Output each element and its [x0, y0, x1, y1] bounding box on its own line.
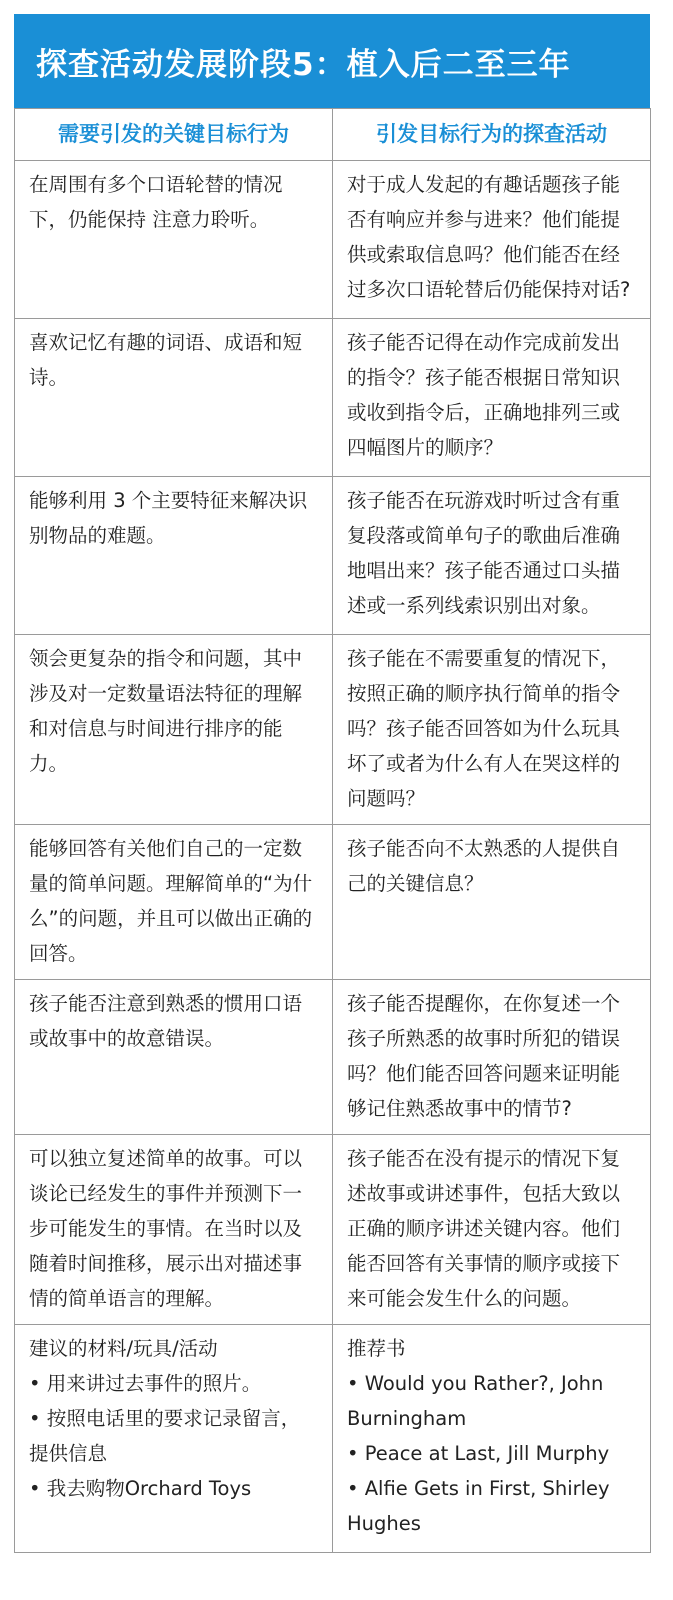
- books-heading: 推荐书: [347, 1337, 406, 1360]
- target-behavior-cell: 能够回答有关他们自己的一定数量的简单问题。理解简单的“为什么”的问题，并且可以做出正确的回答。: [15, 825, 333, 980]
- probe-activity-cell: 孩子能否在没有提示的情况下复述故事或讲述事件，包括大致以正确的顺序讲述关键内容。他们能否回答有关事情的顺序或接下来可能会发生什么的问题。: [333, 1135, 651, 1325]
- list-item: • Would you Rather?, John Burningham: [347, 1366, 636, 1436]
- probe-activity-cell: 孩子能否在玩游戏时听过含有重复段落或简单句子的歌曲后准确地唱出来？孩子能否通过口头描述或一系列线索识别出对象。: [333, 477, 651, 635]
- list-item: • Peace at Last, Jill Murphy: [347, 1436, 636, 1471]
- list-item: • 用来讲过去事件的照片。: [29, 1366, 318, 1401]
- probe-activity-cell: 孩子能否向不太熟悉的人提供自己的关键信息？: [333, 825, 651, 980]
- books-list: [347, 1366, 636, 1541]
- probe-activity-cell: 对于成人发起的有趣话题孩子能否有响应并参与进来？他们能提供或索取信息吗？他们能否在经过多次口语轮替后仍能保持对话?: [333, 161, 651, 319]
- target-behavior-cell: 孩子能否注意到熟悉的惯用口语或故事中的故意错误。: [15, 980, 333, 1135]
- table-row: [15, 980, 651, 1135]
- activity-table: [14, 108, 651, 1553]
- materials-cell: [15, 1325, 333, 1553]
- target-behavior-cell: 领会更复杂的指令和问题，其中涉及对一定数量语法特征的理解和对信息与时间进行排序的能力。: [15, 635, 333, 825]
- target-behavior-cell: 在周围有多个口语轮替的情况下，仍能保持 注意力聆听。: [15, 161, 333, 319]
- list-item: • 我去购物Orchard Toys: [29, 1471, 318, 1506]
- table-row: [15, 1135, 651, 1325]
- probe-activity-cell: 孩子能否记得在动作完成前发出的指令？孩子能否根据日常知识或收到指令后，正确地排列三或四幅图片的顺序？: [333, 319, 651, 477]
- materials-list: [29, 1366, 318, 1506]
- list-item: • Alfie Gets in First, Shirley Hughes: [347, 1471, 636, 1541]
- target-behavior-cell: 可以独立复述简单的故事。可以谈论已经发生的事件并预测下一步可能发生的事情。在当时以及随着时间推移，展示出对描述事情的简单语言的理解。: [15, 1135, 333, 1325]
- resources-row: [15, 1325, 651, 1553]
- header-probe-activity: 引发目标行为的探查活动: [333, 109, 651, 161]
- header-target-behavior: 需要引发的关键目标行为: [15, 109, 333, 161]
- materials-heading: 建议的材料/玩具/活动: [29, 1337, 218, 1360]
- table-row: [15, 319, 651, 477]
- activity-table-frame: [14, 14, 650, 1553]
- probe-activity-cell: 孩子能否提醒你，在你复述一个孩子所熟悉的故事时所犯的错误吗？他们能否回答问题来证明能够记住熟悉故事中的情节?: [333, 980, 651, 1135]
- target-behavior-cell: 能够利用 3 个主要特征来解决识别物品的难题。: [15, 477, 333, 635]
- books-cell: [333, 1325, 651, 1553]
- table-row: [15, 477, 651, 635]
- target-behavior-cell: 喜欢记忆有趣的词语、成语和短诗。: [15, 319, 333, 477]
- header-row: [15, 109, 651, 161]
- probe-activity-cell: 孩子能在不需要重复的情况下，按照正确的顺序执行简单的指令吗？孩子能否回答如为什么玩具坏了或者为什么有人在哭这样的问题吗？: [333, 635, 651, 825]
- list-item: • 按照电话里的要求记录留言，提供信息: [29, 1401, 318, 1471]
- table-row: [15, 635, 651, 825]
- table-row: [15, 161, 651, 319]
- table-row: [15, 825, 651, 980]
- page-title: 探查活动发展阶段5：植入后二至三年: [14, 14, 650, 108]
